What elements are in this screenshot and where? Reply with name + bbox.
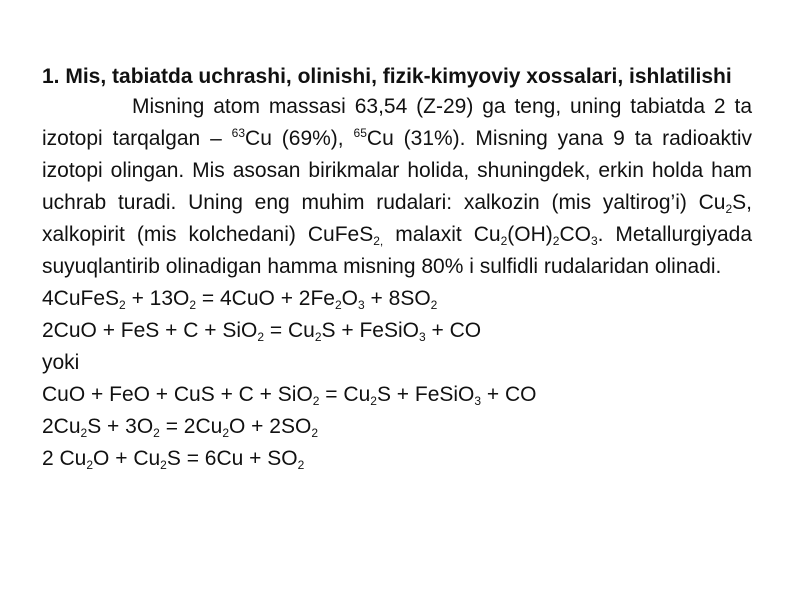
- formula-subscript: 2: [189, 298, 197, 312]
- formula-subscript: 3: [474, 394, 482, 408]
- equation-text: = Cu: [264, 319, 315, 342]
- text-segment: Cu (69%),: [245, 127, 354, 150]
- formula-subscript: 2: [222, 426, 230, 440]
- formula-subscript: 2: [725, 202, 733, 216]
- equation-text: O + 2SO: [229, 415, 312, 438]
- equation-text: + CO: [481, 383, 537, 406]
- equation-text: O: [341, 287, 359, 310]
- formula-subscript: 2: [160, 458, 167, 472]
- equation-text: + CO: [425, 319, 482, 342]
- equation-text: S = 6Cu + SO: [166, 447, 298, 470]
- formula-subscript: 2: [257, 330, 265, 344]
- equation-text: 2CuO + FeS + C + SiO: [42, 319, 258, 342]
- text-segment: CO: [559, 223, 591, 246]
- formula-subscript: 2: [153, 426, 160, 440]
- slide-content: [42, 62, 752, 475]
- formula-subscript: 3: [590, 234, 598, 248]
- text-segment: . Metallurgiyada suyuqlantirib olinadigan hamma misning 80% i sulfidli rudalaridan olinadi.: [42, 223, 753, 278]
- formula-subscript: 2: [119, 298, 126, 312]
- equation-3: [42, 379, 752, 411]
- formula-subscript: 2: [80, 426, 88, 440]
- formula-subscript: 2: [430, 298, 438, 312]
- yoki-label: yoki: [42, 351, 80, 374]
- equation-text: + 13O: [125, 287, 190, 310]
- equation-1: [42, 283, 752, 315]
- equation-4: [42, 411, 752, 443]
- equation-text: 2Cu: [42, 415, 81, 438]
- formula-subscript: 2: [297, 458, 305, 472]
- equation-text: S + FeSiO: [376, 383, 475, 406]
- text-segment: malaxit Cu: [383, 223, 501, 246]
- body-paragraph: [42, 91, 752, 283]
- equation-5: [42, 443, 752, 475]
- isotope-mass-superscript: 65: [353, 126, 367, 140]
- equation-text: 2 Cu: [42, 447, 87, 470]
- formula-subscript: 2: [552, 234, 560, 248]
- formula-subscript: 2,: [373, 234, 384, 248]
- equation-text: = Cu: [319, 383, 371, 406]
- formula-subscript: 3: [418, 330, 426, 344]
- formula-subscript: 2: [86, 458, 94, 472]
- text-segment: (OH): [507, 223, 553, 246]
- isotope-mass-superscript: 63: [231, 126, 246, 140]
- formula-subscript: 2: [311, 426, 318, 440]
- formula-subscript: 2: [500, 234, 508, 248]
- equation-text: 4CuFeS: [42, 287, 120, 310]
- equation-2: [42, 315, 752, 347]
- equation-text: O + Cu: [93, 447, 161, 470]
- text-segment: S, xalkopirit (mis kolchedani) CuFeS: [42, 191, 752, 246]
- formula-subscript: 2: [314, 330, 322, 344]
- equation-text: S + 3O: [87, 415, 154, 438]
- equation-text: = 4CuO + 2Fe: [196, 287, 335, 310]
- text-segment: Misning atom massasi 63,54 (Z-29) ga teng, uning tabiatda 2 ta izotopi tarqalgan –: [42, 95, 752, 150]
- formula-subscript: 2: [334, 298, 342, 312]
- equation-text: = 2Cu: [159, 415, 223, 438]
- slide-title: 1. Mis, tabiatda uchrashi, olinishi, fizik-kimyoviy xossalari, ishlatilishi: [42, 65, 732, 88]
- formula-subscript: 3: [358, 298, 365, 312]
- equation-text: S + FeSiO: [321, 319, 419, 342]
- equation-text: + 8SO: [364, 287, 431, 310]
- text-segment: Cu (31%). Misning yana 9 ta radioaktiv izotopi olingan. Mis asosan birikmalar holida, shuningdek, erkin holda ham uchrab turadi. Uning eng muhim rudalari: xalkozin (mis yaltirog’i) Cu: [42, 127, 752, 214]
- equation-text: CuO + FeO + CuS + C + SiO: [42, 383, 313, 406]
- formula-subscript: 2: [312, 394, 320, 408]
- formula-subscript: 2: [370, 394, 377, 408]
